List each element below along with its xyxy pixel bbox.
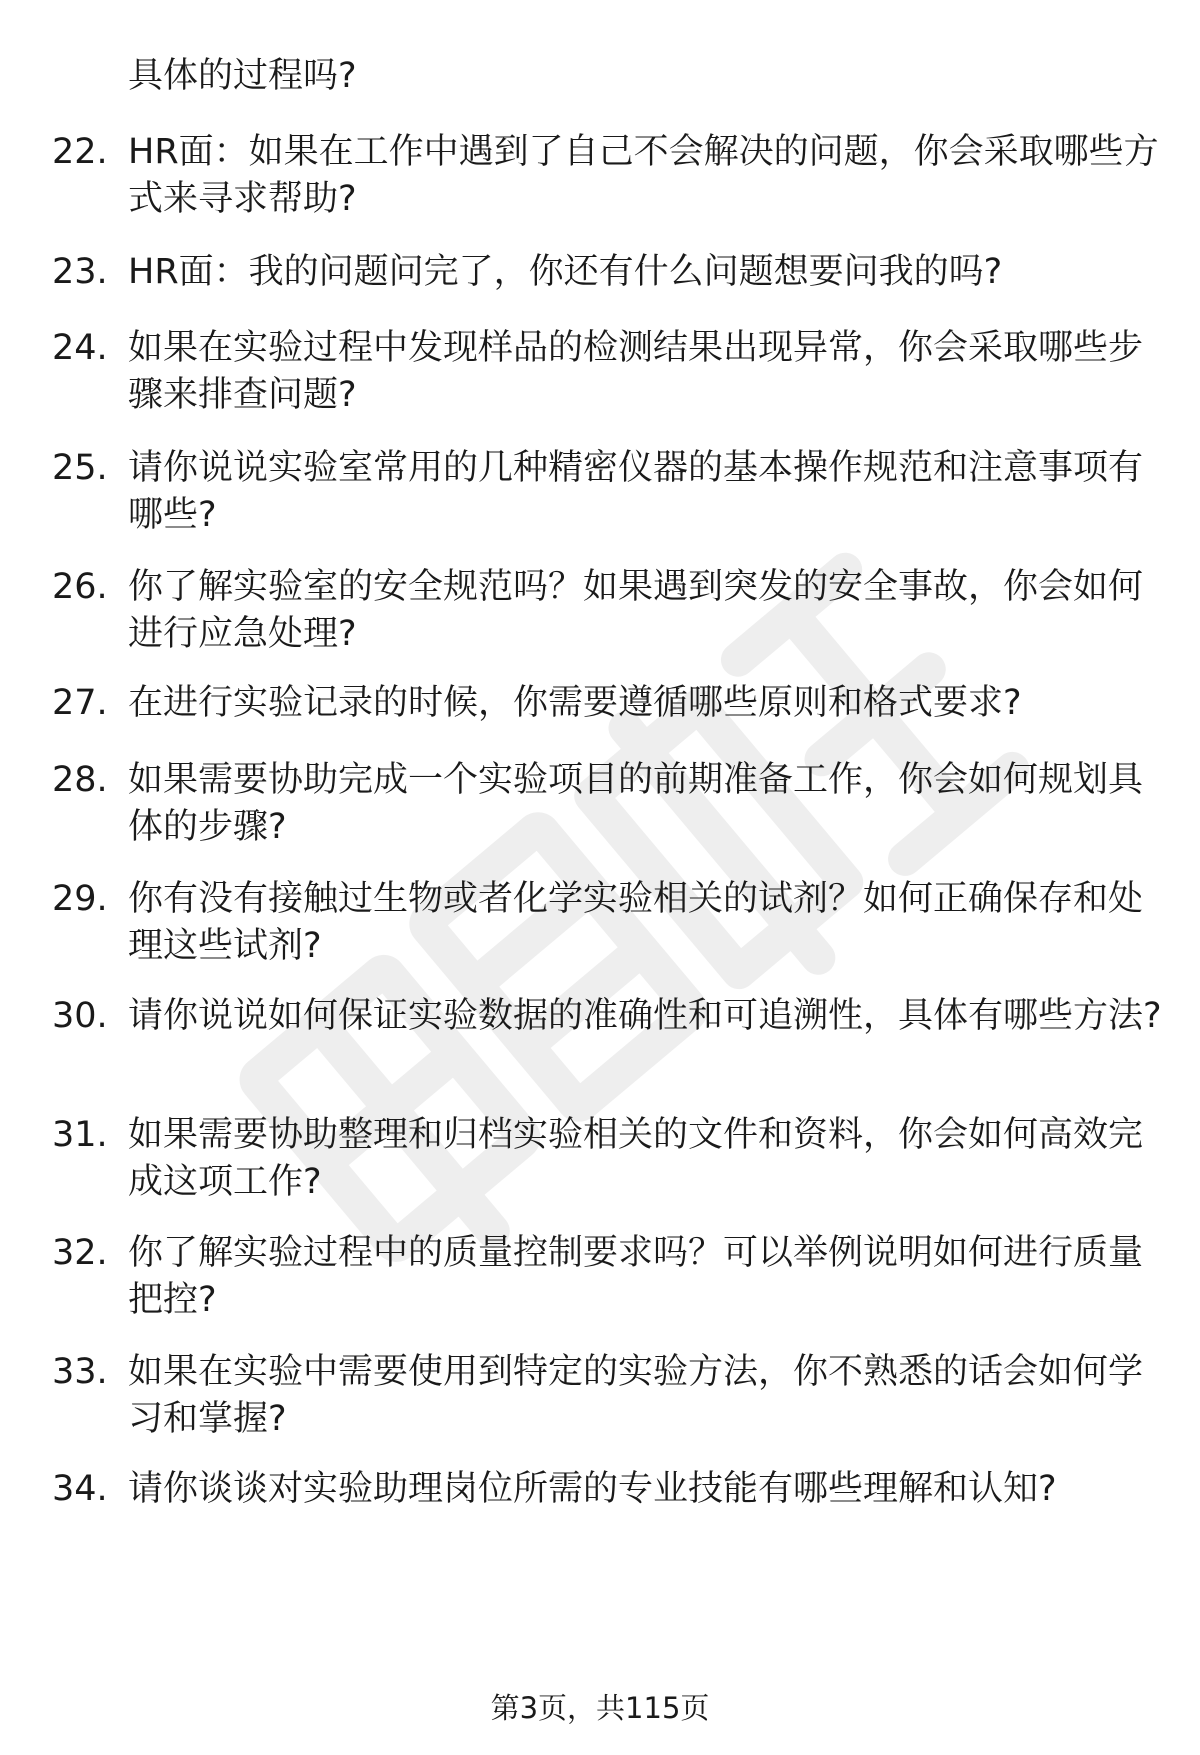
question-text: 请你谈谈对实验助理岗位所需的专业技能有哪些理解和认知? bbox=[128, 1469, 1057, 1509]
question-number: 29. bbox=[52, 879, 108, 919]
question-number: 24. bbox=[52, 328, 108, 368]
question-text: 如果在实验过程中发现样品的检测结果出现异常，你会采取哪些步骤来排查问题? bbox=[128, 328, 1144, 415]
question-number: 30. bbox=[52, 996, 108, 1036]
continued-question bbox=[52, 53, 1162, 100]
question-text: 你有没有接触过生物或者化学实验相关的试剂？如何正确保存和处理这些试剂? bbox=[128, 879, 1144, 966]
question-text: 请你说说实验室常用的几种精密仪器的基本操作规范和注意事项有哪些? bbox=[128, 448, 1144, 535]
question-number: 33. bbox=[52, 1352, 108, 1392]
question-text: 请你说说如何保证实验数据的准确性和可追溯性，具体有哪些方法? bbox=[128, 996, 1162, 1036]
question-number: 31. bbox=[52, 1115, 108, 1155]
question-text: HR面：我的问题问完了，你还有什么问题想要问我的吗? bbox=[128, 252, 1003, 292]
question-text: 你了解实验过程中的质量控制要求吗？可以举例说明如何进行质量把控? bbox=[128, 1233, 1144, 1320]
question-item-33 bbox=[52, 1349, 1162, 1443]
question-number: 25. bbox=[52, 448, 108, 488]
question-number: 27. bbox=[52, 683, 108, 723]
question-number: 32. bbox=[52, 1233, 108, 1273]
question-text: 在进行实验记录的时候，你需要遵循哪些原则和格式要求? bbox=[128, 683, 1022, 723]
question-item-31 bbox=[52, 1112, 1162, 1206]
question-text: 如果在实验中需要使用到特定的实验方法，你不熟悉的话会如何学习和掌握? bbox=[128, 1352, 1144, 1439]
question-number: 28. bbox=[52, 760, 108, 800]
question-number: 26. bbox=[52, 567, 108, 607]
question-number: 22. bbox=[52, 132, 108, 172]
question-item-23 bbox=[52, 249, 1162, 296]
question-item-30 bbox=[52, 993, 1162, 1040]
question-item-34 bbox=[52, 1466, 1162, 1513]
question-item-27 bbox=[52, 680, 1162, 727]
question-item-32 bbox=[52, 1230, 1162, 1324]
question-item-24 bbox=[52, 325, 1162, 419]
question-item-26 bbox=[52, 564, 1162, 658]
question-text: HR面：如果在工作中遇到了自己不会解决的问题，你会采取哪些方式来寻求帮助? bbox=[128, 132, 1159, 219]
question-number: 23. bbox=[52, 252, 108, 292]
question-text: 你了解实验室的安全规范吗？如果遇到突发的安全事故，你会如何进行应急处理? bbox=[128, 567, 1144, 654]
question-number: 34. bbox=[52, 1469, 108, 1509]
question-item-29 bbox=[52, 876, 1162, 970]
page-footer: 第3页，共115页 bbox=[490, 1691, 710, 1725]
question-item-28 bbox=[52, 757, 1162, 851]
question-text: 如果需要协助完成一个实验项目的前期准备工作，你会如何规划具体的步骤? bbox=[128, 760, 1144, 847]
question-text: 具体的过程吗? bbox=[128, 56, 357, 96]
question-text: 如果需要协助整理和归档实验相关的文件和资料，你会如何高效完成这项工作? bbox=[128, 1115, 1144, 1202]
question-item-25 bbox=[52, 445, 1162, 539]
question-item-22 bbox=[52, 129, 1162, 223]
